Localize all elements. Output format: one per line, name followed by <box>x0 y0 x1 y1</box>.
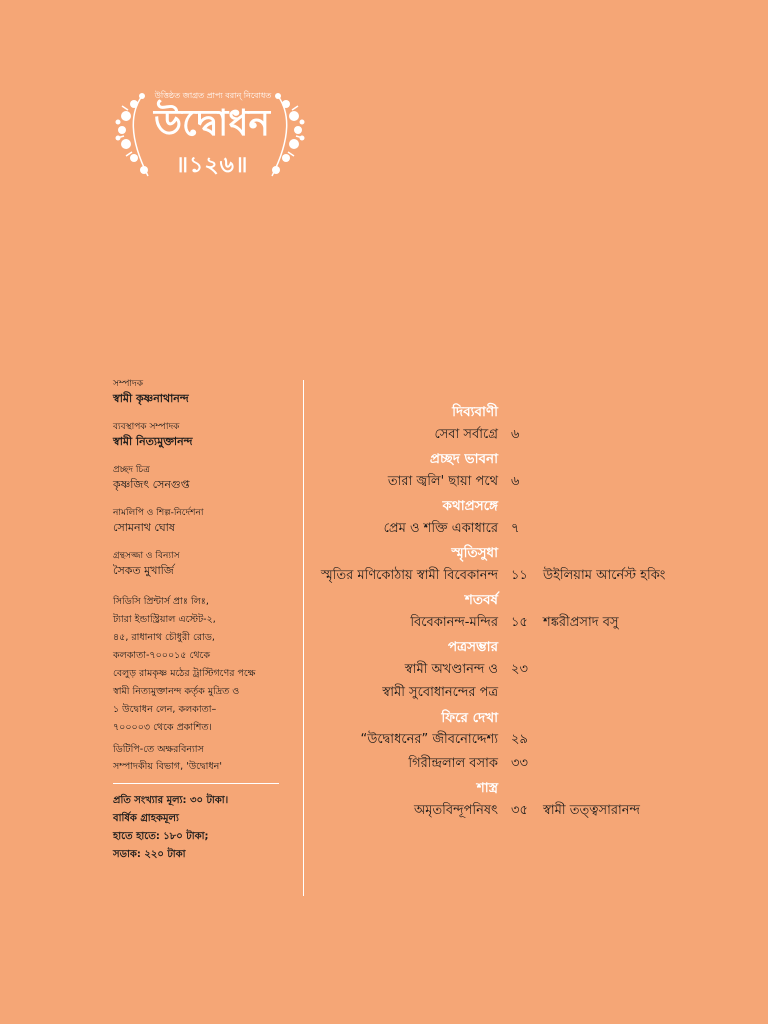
printer-imprint <box>113 593 283 737</box>
toc-section-heading: শতবর্ষ <box>464 592 498 608</box>
printer-line: বেলুড় রামকৃষ্ণ মঠের ট্রাস্টিগণের পক্ষে <box>113 668 256 679</box>
toc-entry-title[interactable]: স্মৃতির মণিকোঠায় স্বামী বিবেকানন্দ <box>320 567 498 583</box>
toc-section-row <box>305 774 768 798</box>
toc-entry <box>305 469 768 493</box>
toc-section-row <box>305 586 768 610</box>
credit-label: সম্পাদক <box>113 379 144 389</box>
masthead-tagline: উত্তিষ্ঠত জাগ্রত প্রাপ্য বরান্ নিবোধত <box>154 91 272 100</box>
toc-section-heading: ফিরে দেখা <box>441 709 498 726</box>
toc-section-row <box>305 445 768 469</box>
credit-label: নামলিপি ও শিল্প-নির্দেশনা <box>113 508 204 518</box>
toc-entry-title[interactable]: স্বামী সুবোধানন্দের পত্র <box>382 685 498 700</box>
printer-line: ১ উদ্বোধন লেন, কলকাতা– <box>113 704 217 715</box>
toc-section-heading: দিব্যবাণী <box>452 404 498 420</box>
toc-entry <box>305 657 768 681</box>
printer-line: ৪৫, রাধানাথ চৌধুরী রোড, <box>113 632 215 643</box>
toc-page-number: ৩৫ <box>511 802 528 818</box>
credit-value: স্বামী কৃষ্ণনাথানন্দ <box>113 392 189 405</box>
price-info <box>113 792 283 864</box>
toc-page-number: ৩৩ <box>511 755 528 771</box>
printer-line: স্বামী নিত্যমুক্তানন্দ কর্তৃক মুদ্রিত ও <box>113 686 240 697</box>
toc-section-heading: স্মৃতিসুধা <box>451 545 498 561</box>
toc-page-number: ৬ <box>511 473 520 489</box>
masthead-logo <box>112 84 308 192</box>
credits-column <box>113 378 283 864</box>
divider <box>113 783 279 784</box>
toc-entry-title[interactable]: বিবেকানন্দ-মন্দির <box>410 614 498 630</box>
credit-label: প্রচ্ছদ চিত্র <box>113 465 150 475</box>
credit-art-direction <box>113 507 283 536</box>
toc-section-heading: শাস্ত্র <box>476 780 498 796</box>
toc-entry-title[interactable]: গিরীন্দ্রলাল বসাক <box>408 755 498 771</box>
price-line: হাতে হাতে: ১৮০ টাকা; <box>113 831 209 842</box>
toc-author: শঙ্করীপ্রসাদ বসু <box>543 614 619 630</box>
credit-value: স্বামী নিত্যমুক্তানন্দ <box>113 435 193 448</box>
credit-editor <box>113 378 283 407</box>
toc-entry <box>305 727 768 751</box>
printer-line: কলকাতা-৭০০০১৫ থেকে <box>113 650 210 661</box>
toc-page-number: ২৯ <box>511 732 528 747</box>
toc-entry-title[interactable]: সেবা সর্বাগ্রে <box>434 426 498 442</box>
toc-section-row <box>305 492 768 516</box>
toc-page-number: ১১ <box>511 567 528 583</box>
toc-section-heading: প্রচ্ছদ ভাবনা <box>429 451 498 467</box>
toc-page-number: ১৫ <box>511 614 528 630</box>
toc-page-number: ৬ <box>511 426 520 442</box>
typeset-line: সম্পাদকীয় বিভাগ, 'উদ্বোধন' <box>113 761 222 772</box>
toc-entry-title[interactable]: তারা জ্বলি' ছায়া পথে <box>387 473 498 489</box>
printer-line: সিডিসি প্রিন্টার্স প্রাঃ লিঃ, <box>113 596 209 607</box>
toc-entry <box>305 798 768 822</box>
toc-entry-title[interactable]: “উদ্বোধনের” জীবনোদ্দেশ্য <box>360 732 498 747</box>
toc-entry <box>305 751 768 775</box>
credit-value: সৈকত মুখার্জি <box>113 564 174 577</box>
masthead-issue-number: ॥১২৬॥ <box>175 152 249 178</box>
credit-label: গ্রন্থসজ্জা ও বিন্যাস <box>113 551 180 561</box>
price-line: প্রতি সংখ্যার মূল্য: ৩০ টাকা। <box>113 795 229 806</box>
toc-entry-title[interactable]: অমৃতবিন্দূপনিষৎ <box>413 802 498 818</box>
toc-section-row <box>305 398 768 422</box>
toc-entry <box>305 516 768 540</box>
typeset-note <box>113 741 283 775</box>
credit-value: কৃষ্ণজিৎ সেনগুপ্ত <box>113 478 190 491</box>
masthead-title: উদ্বোধন <box>153 102 270 144</box>
credit-value: সোমনাথ ঘোষ <box>113 521 175 534</box>
credit-label: ব্যবস্থাপক সম্পাদক <box>113 422 180 432</box>
printer-line: ৭০০০০৩ থেকে প্রকাশিত। <box>113 722 212 733</box>
credit-layout <box>113 550 283 579</box>
toc-page-number: ২৩ <box>511 661 528 677</box>
toc-page-number: ৭ <box>511 520 520 536</box>
credit-cover-art <box>113 464 283 493</box>
toc-author: স্বামী তত্ত্বসারানন্দ <box>543 802 640 818</box>
toc-entry-title[interactable]: প্রেম ও শক্তি একাধারে <box>383 520 498 536</box>
toc-entry <box>305 680 768 704</box>
toc-section-heading: পত্রসম্ভার <box>447 639 498 655</box>
toc-entry-title[interactable]: স্বামী অখণ্ডানন্দ ও <box>404 661 498 677</box>
toc-section-row <box>305 633 768 657</box>
toc-entry <box>305 422 768 446</box>
typeset-line: ডিটিপি-তে অক্ষরবিন্যাস <box>113 744 204 755</box>
toc-section-row <box>305 704 768 728</box>
column-divider <box>303 380 304 896</box>
price-line: সডাক: ২২০ টাকা <box>113 849 186 860</box>
printer-line: ট্যারা ইন্ডাস্ট্রিয়াল এস্টেট-২, <box>113 614 216 625</box>
price-line: বার্ষিক গ্রাহকমূল্য <box>113 813 179 824</box>
toc-section-heading: কথাপ্রসঙ্গে <box>442 498 498 514</box>
table-of-contents <box>305 398 768 821</box>
toc-entry <box>305 563 768 587</box>
toc-section-row <box>305 539 768 563</box>
toc-author: উইলিয়াম আর্নেস্ট হকিং <box>543 567 666 583</box>
credit-managing-editor <box>113 421 283 450</box>
toc-entry <box>305 610 768 634</box>
